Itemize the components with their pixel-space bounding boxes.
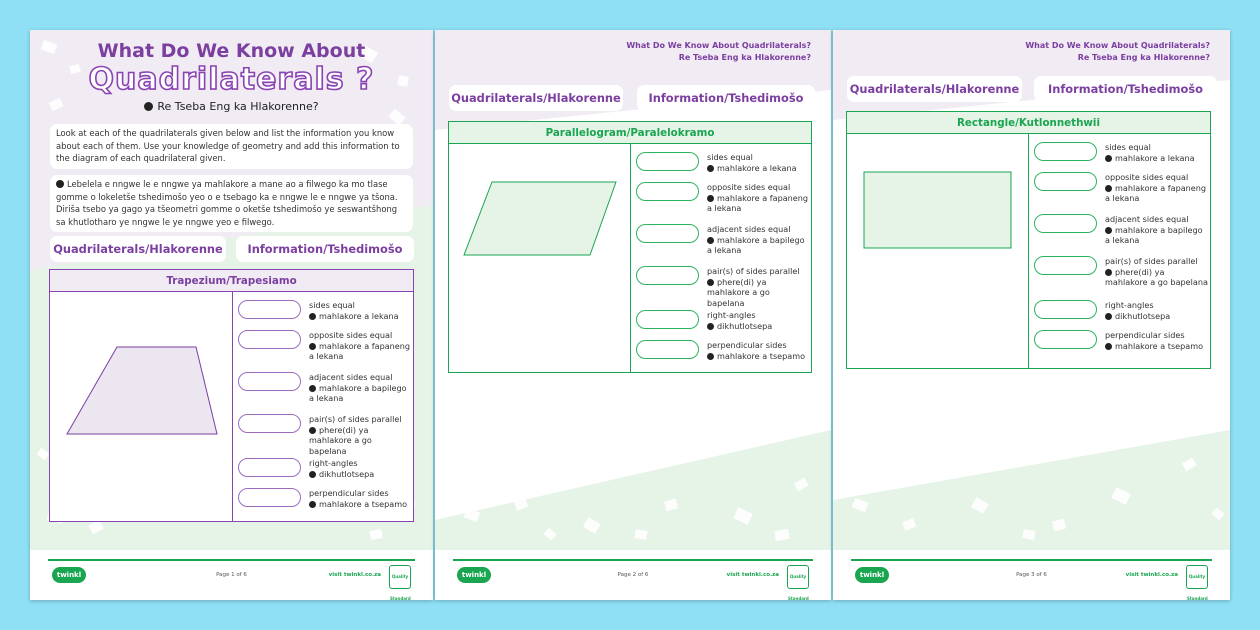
property-text [309, 300, 411, 321]
sesotho-flag-icon [1105, 185, 1112, 192]
property-english: sides equal [707, 152, 753, 162]
rectangle-shape [847, 134, 1028, 369]
intro-english-text: Look at each of the quadrilaterals given below and list the information you know about each of them. Use your knowledge of geometry and add this information to the diagram of each quadrilateral given. [56, 128, 400, 163]
property-text [707, 310, 809, 331]
property-sesotho [309, 499, 411, 510]
property-english: perpendicular sides [707, 340, 787, 350]
page-number: Page 2 of 6 [617, 572, 649, 578]
property-sesotho [707, 321, 809, 332]
answer-input-pill[interactable] [1034, 300, 1097, 319]
parallelogram-worksheet [448, 121, 812, 373]
property-text [1105, 256, 1208, 288]
property-english: pair(s) of sides parallel [1105, 256, 1198, 266]
quality-badge-icon: Quality Standard [1186, 565, 1208, 589]
shape-area [50, 292, 233, 521]
property-sesotho-text: mahlakore a bapilego a lekana [1105, 224, 1203, 246]
visit-link[interactable]: visit twinkl.co.za [328, 572, 381, 578]
property-text [707, 152, 809, 173]
property-english: right-angles [1105, 300, 1154, 310]
property-sesotho [1105, 183, 1208, 204]
property-sesotho-text: mahlakore a fapaneng a lekana [309, 340, 411, 362]
sesotho-flag-icon [1105, 155, 1112, 162]
sesotho-flag-icon [309, 471, 316, 478]
properties-list [631, 144, 811, 372]
answer-input-pill[interactable] [238, 414, 301, 433]
sesotho-flag-icon [309, 385, 316, 392]
page-footer [453, 552, 813, 600]
page-title-line-1: What Do We Know About [97, 40, 366, 62]
property-english: right-angles [707, 310, 756, 320]
worksheet-page-1 [30, 30, 433, 600]
property-sesotho [707, 193, 809, 214]
property-text [1105, 142, 1208, 163]
sesotho-flag-icon [309, 313, 316, 320]
property-sesotho [1105, 267, 1208, 288]
property-text [1105, 330, 1208, 351]
tab-information: Information/Tshedimošo [236, 236, 414, 262]
property-sesotho-text: mahlakore a lekana [319, 310, 399, 321]
twinkl-logo-icon[interactable]: twinkl [457, 567, 491, 583]
answer-input-pill[interactable] [636, 310, 699, 329]
header-line-1: What Do We Know About Quadrilaterals? [626, 41, 811, 50]
tab-information: Information/Tshedimošo [637, 85, 815, 111]
visit-link[interactable]: visit twinkl.co.za [1125, 572, 1178, 578]
property-english: pair(s) of sides parallel [707, 266, 800, 276]
property-sesotho [309, 341, 411, 362]
property-text [1105, 300, 1208, 321]
property-text [707, 266, 809, 308]
property-sesotho-text: phere(di) ya mahlakore a go bapelana [309, 424, 372, 456]
property-english: pair(s) of sides parallel [309, 414, 402, 424]
shape-title: Rectangle/Kutlonnethwii [847, 112, 1210, 134]
property-sesotho-text: mahlakore a fapaneng a lekana [1105, 182, 1207, 204]
property-english: perpendicular sides [309, 488, 389, 498]
property-sesotho [309, 311, 411, 322]
answer-input-pill[interactable] [1034, 172, 1097, 191]
page-number: Page 1 of 6 [216, 572, 247, 578]
property-english: sides equal [1105, 142, 1151, 152]
property-text [707, 182, 809, 214]
twinkl-logo-icon[interactable]: twinkl [855, 567, 889, 583]
properties-list [1029, 134, 1210, 368]
footer-divider [48, 559, 415, 561]
shape-title: Parallelogram/Paralelokramo [449, 122, 811, 144]
tab-quadrilaterals: Quadrilaterals/Hlakorenne [847, 76, 1022, 102]
sesotho-flag-icon [1105, 269, 1112, 276]
property-sesotho-text: dikhutlotsepa [1115, 310, 1171, 321]
property-sesotho [309, 469, 411, 480]
property-text [309, 488, 411, 509]
subtitle-text: Re Tseba Eng ka Hlakorenne? [157, 100, 319, 113]
sesotho-flag-icon [309, 343, 316, 350]
worksheet-page-2 [435, 30, 831, 600]
answer-input-pill[interactable] [636, 152, 699, 171]
property-sesotho-text: mahlakore a fapaneng a lekana [707, 192, 809, 214]
answer-input-pill[interactable] [238, 372, 301, 391]
property-sesotho-text: mahlakore a lekana [717, 162, 797, 173]
shape-title: Trapezium/Trapesiamo [50, 270, 413, 292]
property-english: adjacent sides equal [309, 372, 393, 382]
property-sesotho [1105, 341, 1208, 352]
property-sesotho [707, 351, 809, 362]
visit-link[interactable]: visit twinkl.co.za [726, 572, 779, 578]
property-text [1105, 172, 1208, 204]
sesotho-flag-icon [707, 353, 714, 360]
answer-input-pill[interactable] [1034, 214, 1097, 233]
answer-input-pill[interactable] [238, 488, 301, 507]
property-sesotho-text: mahlakore a tsepamo [717, 350, 806, 361]
sesotho-flag-icon [1105, 313, 1112, 320]
property-sesotho-text: mahlakore a bapilego a lekana [707, 234, 805, 256]
page-subtitle [30, 100, 433, 113]
property-sesotho-text: mahlakore a tsepamo [319, 498, 408, 509]
page-number: Page 3 of 6 [1016, 572, 1047, 578]
sesotho-flag-icon [144, 102, 153, 111]
property-english: sides equal [309, 300, 355, 310]
intro-sesotho [50, 175, 413, 232]
property-text [309, 330, 411, 362]
property-sesotho [309, 425, 411, 457]
property-sesotho [1105, 153, 1208, 164]
property-sesotho [707, 277, 809, 309]
answer-input-pill[interactable] [1034, 256, 1097, 275]
sesotho-flag-icon [707, 279, 714, 286]
quality-badge-icon: Quality Standard [787, 565, 809, 589]
trapezium-worksheet [49, 269, 414, 522]
tab-quadrilaterals: Quadrilaterals/Hlakorenne [449, 85, 623, 111]
property-english: right-angles [309, 458, 358, 468]
footer-divider [453, 559, 813, 561]
sesotho-flag-icon [309, 501, 316, 508]
property-english: opposite sides equal [1105, 172, 1189, 182]
property-english: adjacent sides equal [1105, 214, 1189, 224]
property-sesotho [309, 383, 411, 404]
property-sesotho-text: mahlakore a bapilego a lekana [309, 382, 407, 404]
property-english: opposite sides equal [707, 182, 791, 192]
header-line-1: What Do We Know About Quadrilaterals? [1025, 41, 1210, 50]
answer-input-pill[interactable] [636, 266, 699, 285]
property-text [309, 372, 411, 404]
header-text [1025, 40, 1210, 64]
answer-input-pill[interactable] [636, 182, 699, 201]
page-footer [851, 552, 1212, 600]
sesotho-flag-icon [309, 427, 316, 434]
property-sesotho-text: dikhutlotsepa [717, 320, 773, 331]
intro-sesotho-text: Lebelela e nngwe le e nngwe ya mahlakore a mane ao a filwego ka mo tlase gomme o lokeletše tshedimošo yeo o e tsebago ka e nngwe le e nngwe ya tšona. Diriša tsebo ya gago ya tšeometri gomme o oketše tshedimošo ye seswantšhong sa khutlotharo ye nngwe le ye nngwe yeo e filwego. [56, 179, 398, 227]
page-title-line-2: Quadrilaterals ? [88, 62, 375, 97]
shape-area [847, 134, 1029, 368]
property-sesotho [1105, 311, 1208, 322]
answer-input-pill[interactable] [238, 458, 301, 477]
property-english: adjacent sides equal [707, 224, 791, 234]
property-sesotho-text: phere(di) ya mahlakore a go bapelana [1105, 266, 1208, 288]
intro-english [50, 124, 413, 169]
answer-input-pill[interactable] [636, 340, 699, 359]
property-english: perpendicular sides [1105, 330, 1185, 340]
parallelogram-shape [449, 144, 630, 373]
footer-divider [851, 559, 1212, 561]
properties-list [233, 292, 413, 521]
page-footer [48, 552, 415, 600]
sesotho-flag-icon [707, 165, 714, 172]
property-text [309, 414, 411, 456]
sesotho-flag-icon [56, 180, 64, 188]
header-line-2: Re Tseba Eng ka Hlakorenne? [678, 53, 811, 62]
sesotho-flag-icon [707, 323, 714, 330]
sesotho-flag-icon [707, 195, 714, 202]
property-sesotho-text: dikhutlotsepa [319, 468, 375, 479]
property-english: opposite sides equal [309, 330, 393, 340]
property-sesotho-text: mahlakore a lekana [1115, 152, 1195, 163]
quality-badge-icon: Quality Standard [389, 565, 411, 589]
answer-input-pill[interactable] [1034, 142, 1097, 161]
answer-input-pill[interactable] [636, 224, 699, 243]
worksheet-page-3 [833, 30, 1230, 600]
answer-input-pill[interactable] [238, 300, 301, 319]
twinkl-logo-icon[interactable]: twinkl [52, 567, 86, 583]
header-line-2: Re Tseba Eng ka Hlakorenne? [1077, 53, 1210, 62]
tab-information: Information/Tshedimošo [1034, 76, 1217, 102]
property-text [1105, 214, 1208, 246]
property-sesotho [707, 163, 809, 174]
sesotho-flag-icon [707, 237, 714, 244]
sesotho-flag-icon [1105, 227, 1112, 234]
answer-input-pill[interactable] [238, 330, 301, 349]
property-sesotho-text: phere(di) ya mahlakore a go bapelana [707, 276, 770, 308]
answer-input-pill[interactable] [1034, 330, 1097, 349]
property-text [707, 340, 809, 361]
shape-area [449, 144, 631, 372]
property-text [309, 458, 411, 479]
header-text [626, 40, 811, 64]
sesotho-flag-icon [1105, 343, 1112, 350]
property-sesotho [707, 235, 809, 256]
rectangle-worksheet [846, 111, 1211, 369]
tab-quadrilaterals: Quadrilaterals/Hlakorenne [50, 236, 226, 262]
property-sesotho-text: mahlakore a tsepamo [1115, 340, 1204, 351]
trapezium-shape [50, 292, 232, 522]
property-sesotho [1105, 225, 1208, 246]
property-text [707, 224, 809, 256]
